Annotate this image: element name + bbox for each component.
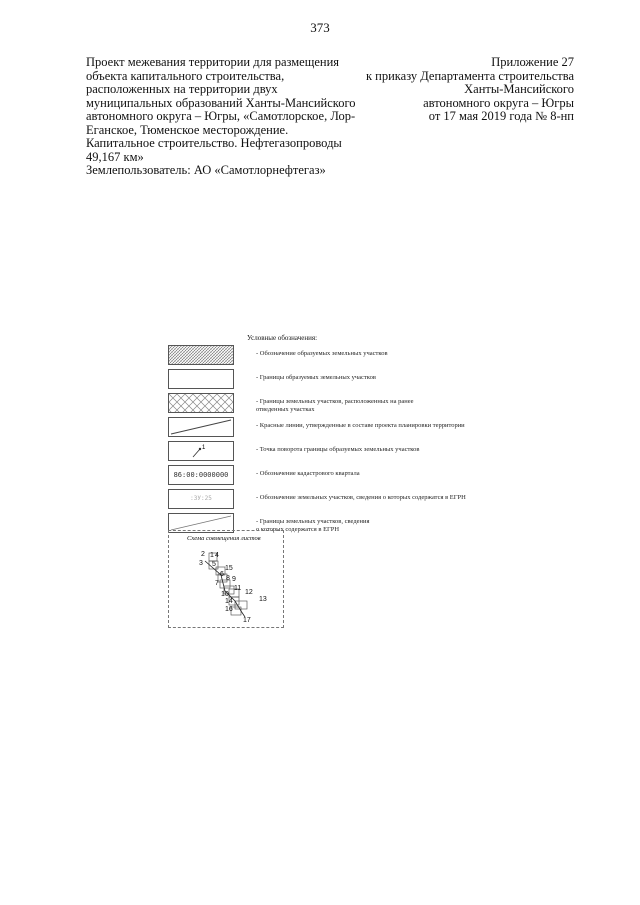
- project-title-line: расположенных на территории двух: [86, 82, 278, 96]
- hatched-swatch: [168, 345, 234, 365]
- cadastral-quarter-code: 86:00:0000000: [173, 471, 229, 479]
- sheet-number: 10: [221, 591, 229, 598]
- project-title-line: Проект межевания территории для размещения: [86, 55, 340, 69]
- sheet-number: 9: [232, 576, 236, 583]
- egrn-parcel-code: :ЗУ:25: [190, 495, 212, 502]
- legend-item-label: - Точка поворота границы образуемых земельных участков: [256, 446, 420, 453]
- crosshatch-swatch: [168, 393, 234, 413]
- legend-item-label: [256, 398, 413, 414]
- sheet-number: 4: [215, 552, 219, 559]
- sheet-number: 17: [243, 617, 251, 624]
- appendix-line: к приказу Департамента строительства: [365, 68, 574, 83]
- sheet-number: 11: [234, 585, 242, 592]
- appendix-line: Ханты-Мансийского: [464, 82, 574, 96]
- legend-item-label: - Обозначение земельных участков, сведения о которых содержатся в ЕГРН: [256, 494, 466, 501]
- sheet-layout-title: Схема совмещения листов: [187, 535, 261, 542]
- sheet-number: 12: [245, 589, 253, 596]
- legend-item-label: - Обозначение образуемых земельных участков: [256, 350, 388, 357]
- legend-item-label-line: о которых содержатся в ЕГРН: [256, 526, 340, 533]
- legend-item-label: - Красные линии, утвержденные в составе проекта планировки территории: [256, 422, 465, 429]
- sheet-number: 15: [225, 565, 233, 572]
- land-user-line: Землепользователь: АО «Самотлорнефтегаз»: [86, 163, 326, 177]
- sheet-number: 6: [220, 571, 224, 578]
- project-title-line: муниципальных образований Ханты-Мансийского: [86, 95, 356, 110]
- legend-item: [168, 441, 548, 463]
- project-title-line: автономного округа – Югры, «Самотлорское, Лор-: [86, 109, 356, 123]
- appendix-line: от 17 мая 2019 года № 8-нп: [428, 109, 574, 123]
- sheet-number: 5: [212, 561, 216, 568]
- legend-item: [168, 465, 548, 487]
- red-line-swatch: [168, 417, 234, 437]
- project-title-line: Еганское, Тюменское месторождение.: [86, 122, 289, 137]
- boundary-swatch: [168, 369, 234, 389]
- sheet-number: 2: [201, 551, 205, 558]
- project-title-line: Капитальное строительство. Нефтегазопроводы: [86, 136, 342, 150]
- project-title-block: [86, 56, 366, 178]
- sheet-number: 7: [215, 580, 219, 587]
- appendix-block: [334, 56, 574, 124]
- legend-item-label-line: - Границы земельных участков, сведения: [256, 518, 370, 525]
- project-title-line: 49,167 км»: [86, 149, 144, 164]
- egrn-parcel-swatch: [168, 489, 234, 509]
- legend-item: [168, 393, 548, 415]
- project-title-line: объекта капитального строительства,: [86, 68, 285, 83]
- sheet-layout-scheme: [168, 530, 284, 628]
- page-number: 373: [310, 20, 330, 35]
- sheet-number: 14: [225, 598, 233, 605]
- legend-item-label-line: - Границы земельных участков, расположенных на ранее: [256, 398, 414, 405]
- sheet-number: 16: [225, 606, 233, 613]
- legend-item: [168, 369, 548, 391]
- turning-point-swatch: [168, 441, 234, 461]
- legend-item: [168, 489, 548, 511]
- sheet-number: 3: [199, 560, 203, 567]
- sheet-number: 1: [210, 552, 214, 559]
- sheet-number: 13: [259, 596, 267, 603]
- legend-title: Условные обозначения:: [247, 334, 318, 342]
- legend-item-label-line: отведенных участках: [256, 406, 315, 413]
- turning-point-number: 1: [202, 445, 206, 451]
- legend-item-label: - Обозначение кадастрового квартала: [256, 470, 360, 477]
- appendix-line: Приложение 27: [491, 55, 574, 69]
- legend-item: [168, 345, 548, 367]
- cadastral-quarter-swatch: [168, 465, 234, 485]
- appendix-line: автономного округа – Югры: [423, 95, 574, 110]
- legend-item: [168, 417, 548, 439]
- legend-item-label: - Границы образуемых земельных участков: [256, 374, 376, 381]
- sheet-number: 8: [226, 575, 230, 582]
